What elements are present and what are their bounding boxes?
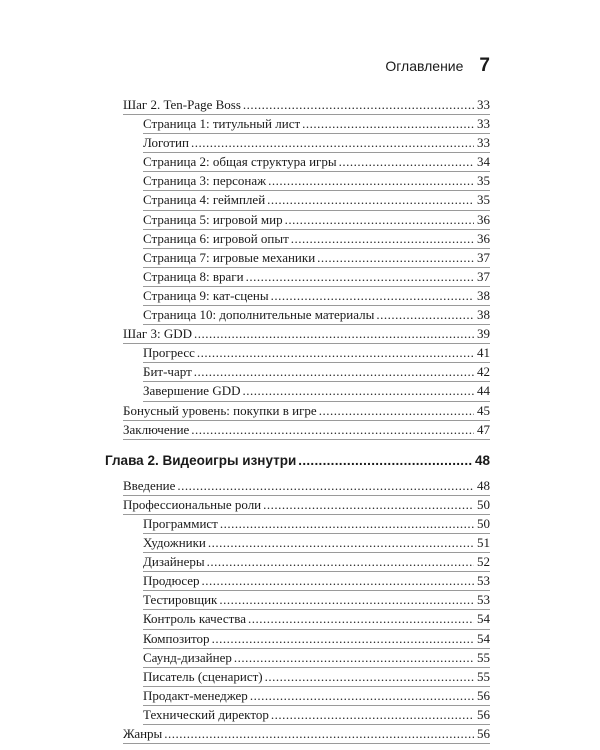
toc-entry[interactable] <box>123 96 490 113</box>
toc-leader-dots <box>243 382 475 399</box>
toc-entry-label: Программист <box>143 515 218 531</box>
toc-entry[interactable] <box>123 610 490 627</box>
toc-entry-label: Профессиональные роли <box>123 496 262 512</box>
toc-leader-dots <box>202 572 474 589</box>
toc-entry-label: Писатель (сценарист) <box>143 668 263 684</box>
toc-entry[interactable] <box>123 287 490 304</box>
toc-entry-label: Страница 10: дополнительные материалы <box>143 307 375 323</box>
toc-leader-dots <box>267 191 474 208</box>
toc-entry[interactable] <box>123 687 490 704</box>
section-title: Оглавление <box>385 58 464 74</box>
page-number: 7 <box>479 55 490 76</box>
toc-entry[interactable] <box>123 115 490 132</box>
toc-leader-dots <box>234 649 474 666</box>
toc-entry-label: Прогресс <box>143 345 195 361</box>
toc-entry-label: Контроль качества <box>143 611 247 627</box>
toc-entry-label: Бонусный уровень: покупки в игре <box>123 402 317 418</box>
toc-entry-page: 38 <box>477 307 490 323</box>
toc-entry-page: 56 <box>477 706 490 722</box>
toc-leader-dots <box>285 211 474 228</box>
toc-entry-page: 52 <box>477 554 490 570</box>
toc-entry-page: 38 <box>477 287 490 303</box>
toc-entry-label: Бит-чарт <box>143 364 192 380</box>
toc-entry[interactable] <box>123 134 490 151</box>
toc-entry[interactable] <box>123 477 490 494</box>
toc-entry[interactable] <box>123 249 490 266</box>
toc-leader-dots <box>246 268 474 285</box>
toc-leader-dots <box>243 96 474 113</box>
toc-entry[interactable] <box>123 191 490 208</box>
toc-entry-label: Страница 7: игровые механики <box>143 249 316 265</box>
toc-entry-page: 56 <box>477 726 490 741</box>
toc-entry-label: Продакт-менеджер <box>143 687 248 703</box>
toc-section-1 <box>123 96 490 440</box>
toc-entry-page: 53 <box>477 592 490 608</box>
toc-leader-dots <box>319 402 474 419</box>
toc-entry-page: 42 <box>477 364 490 380</box>
toc-entry-label: Страница 6: игровой опыт <box>143 230 289 246</box>
toc-entry[interactable] <box>123 172 490 189</box>
toc-leader-dots <box>248 610 474 627</box>
running-header <box>110 55 490 77</box>
toc-leader-dots <box>271 706 474 723</box>
toc-entry[interactable] <box>123 496 490 513</box>
toc-leader-dots <box>291 230 474 247</box>
toc-entry-label: Художники <box>143 535 206 551</box>
toc-entry-label: Страница 9: кат-сцены <box>143 287 269 303</box>
toc-entry[interactable] <box>123 706 490 723</box>
toc-entry-page: 54 <box>477 630 490 646</box>
toc-leader-dots <box>263 496 474 513</box>
toc-leader-dots <box>191 134 474 151</box>
toc-entry[interactable] <box>123 153 490 170</box>
toc-entry-page: 45 <box>477 402 490 418</box>
toc-leader-dots <box>265 668 474 685</box>
toc-entry-page: 37 <box>477 268 490 284</box>
toc-entry[interactable] <box>123 630 490 647</box>
toc-entry[interactable] <box>123 668 490 685</box>
toc-entry[interactable] <box>123 306 490 323</box>
toc-entry[interactable] <box>123 572 490 589</box>
toc-entry-page: 35 <box>477 173 490 189</box>
toc-leader-dots <box>197 344 474 361</box>
toc-entry-label: Страница 3: персонаж <box>143 173 267 189</box>
toc-entry-page: 44 <box>477 383 490 399</box>
toc-entry-label: Саунд-дизайнер <box>143 649 232 665</box>
toc-entry-label: Введение <box>123 477 176 493</box>
toc-leader-dots <box>302 115 474 132</box>
toc-entry[interactable] <box>123 534 490 551</box>
toc-entry[interactable] <box>123 363 490 380</box>
toc-entry-label: Продюсер <box>143 573 200 589</box>
toc-leader-dots <box>271 287 474 304</box>
toc-entry-label: Жанры <box>123 726 163 741</box>
toc-leader-dots <box>208 534 474 551</box>
toc-entry-page: 36 <box>477 211 490 227</box>
toc-leader-dots <box>164 725 474 742</box>
toc-entry[interactable] <box>123 421 490 438</box>
toc-entry[interactable] <box>123 591 490 608</box>
toc-entry-page: 48 <box>477 477 490 493</box>
toc-chapter-label: Глава 2. Видеоигры изнутри <box>105 452 297 468</box>
toc-divider <box>123 743 490 744</box>
toc-entry-page: 53 <box>477 573 490 589</box>
toc-leader-dots <box>191 421 474 438</box>
toc-leader-dots <box>212 630 474 647</box>
toc-leader-dots <box>177 477 474 494</box>
toc-entry-page: 36 <box>477 230 490 246</box>
toc-entry-label: Страница 8: враги <box>143 268 244 284</box>
toc-entry-page: 33 <box>477 135 490 151</box>
toc-leader-dots <box>220 515 474 532</box>
toc-leader-dots <box>207 553 474 570</box>
toc-entry-label: Шаг 2. Ten-Page Boss <box>123 97 241 112</box>
toc-leader-dots <box>339 153 474 170</box>
toc-entry-page: 39 <box>477 326 490 342</box>
toc-chapter-entry[interactable] <box>105 452 490 469</box>
toc-entry-page: 51 <box>477 535 490 551</box>
toc-entry[interactable] <box>123 382 490 399</box>
toc-divider <box>123 439 490 440</box>
toc-entry[interactable] <box>123 649 490 666</box>
toc-leader-dots <box>376 306 474 323</box>
toc-entry[interactable] <box>123 325 490 342</box>
toc-leader-dots <box>194 363 474 380</box>
toc-entry-label: Страница 4: геймплей <box>143 192 266 208</box>
toc-entry-label: Завершение GDD <box>143 383 241 399</box>
toc-entry[interactable] <box>123 230 490 247</box>
toc-entry-page: 50 <box>477 515 490 531</box>
toc-entry-label: Заключение <box>123 421 190 437</box>
toc-entry-label: Страница 5: игровой мир <box>143 211 283 227</box>
table-of-contents <box>105 96 490 744</box>
toc-entry[interactable] <box>123 268 490 285</box>
toc-section-2 <box>123 477 490 744</box>
toc-entry-page: 37 <box>477 249 490 265</box>
toc-leader-dots <box>268 172 474 189</box>
toc-entry-page: 55 <box>477 668 490 684</box>
toc-entry-page: 55 <box>477 649 490 665</box>
toc-entry-page: 41 <box>477 345 490 361</box>
toc-entry-page: 47 <box>477 421 490 437</box>
toc-entry[interactable] <box>123 402 490 419</box>
toc-entry[interactable] <box>123 344 490 361</box>
toc-entry[interactable] <box>123 725 490 742</box>
toc-chapter-page: 48 <box>474 452 490 468</box>
toc-entry-label: Технический директор <box>143 706 269 722</box>
toc-entry-label: Логотип <box>143 135 189 151</box>
toc-entry-page: 34 <box>477 154 490 170</box>
toc-entry-page: 54 <box>477 611 490 627</box>
toc-entry-label: Шаг 3: GDD <box>123 326 192 342</box>
toc-entry-label: Страница 2: общая структура игры <box>143 154 337 170</box>
toc-entry-page: 50 <box>477 496 490 512</box>
toc-leader-dots <box>317 249 474 266</box>
toc-leader-dots <box>194 325 474 342</box>
toc-entry[interactable] <box>123 211 490 228</box>
toc-leader-dots <box>298 452 473 469</box>
toc-entry[interactable] <box>123 515 490 532</box>
toc-entry-page: 56 <box>477 687 490 703</box>
toc-entry-label: Тестировщик <box>143 592 218 608</box>
toc-entry-label: Страница 1: титульный лист <box>143 116 301 132</box>
toc-entry-label: Дизайнеры <box>143 554 205 570</box>
toc-leader-dots <box>250 687 474 704</box>
toc-entry-page: 33 <box>477 116 490 132</box>
toc-entry[interactable] <box>123 553 490 570</box>
toc-leader-dots <box>219 591 474 608</box>
toc-entry-label: Композитор <box>143 630 210 646</box>
toc-entry-page: 35 <box>477 192 490 208</box>
toc-entry-page: 33 <box>477 97 490 112</box>
